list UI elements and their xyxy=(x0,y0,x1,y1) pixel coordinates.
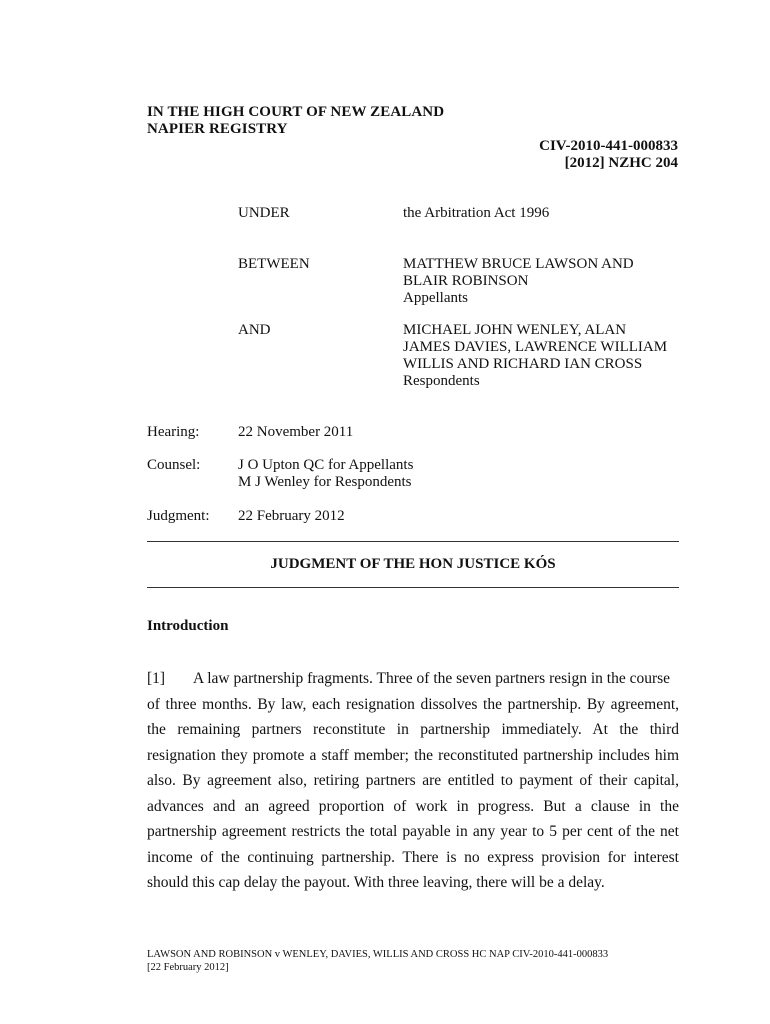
paragraph-line: partnership agreement restricts the total payable in any year to 5 per cent of the net xyxy=(147,823,679,840)
paragraph-line: resignation they promote a staff member; the reconstituted partnership includes him xyxy=(147,746,679,764)
paragraph-line: the remaining partners reconstitute in partnership immediately. At the third xyxy=(147,721,679,738)
paragraph-line: advances and an agreed proportion of work in progress. But a clause in the xyxy=(147,797,679,815)
title-bottom-rule xyxy=(147,587,679,588)
detail-line: 22 February 2012 xyxy=(238,508,345,524)
judgment-date xyxy=(238,508,345,525)
party-text-under xyxy=(403,205,693,222)
paragraph-number: [1] xyxy=(147,670,166,687)
party-label-between: BETWEEN xyxy=(238,256,310,272)
registry-name: NAPIER REGISTRY xyxy=(147,121,288,137)
judgment-title: JUDGMENT OF THE HON JUSTICE KÓS xyxy=(270,556,556,572)
detail-line: 22 November 2011 xyxy=(238,424,354,440)
hearing-label: Hearing: xyxy=(147,424,200,440)
hearing-date xyxy=(238,424,353,441)
footer-date: [22 February 2012] xyxy=(147,962,229,973)
footer-case-reference: LAWSON AND ROBINSON v WENLEY, DAVIES, WILLIS AND CROSS HC NAP CIV-2010-441-000833 xyxy=(147,949,609,960)
party-line: JAMES DAVIES, LAWRENCE WILLIAM xyxy=(403,339,668,355)
party-line: WILLIS AND RICHARD IAN CROSS xyxy=(403,356,643,372)
title-top-rule xyxy=(147,541,679,542)
party-role: Respondents xyxy=(403,373,480,389)
paragraph-line: also. By agreement also, retiring partners are entitled to payment of their capital, xyxy=(147,772,679,789)
paragraph-1 xyxy=(147,666,679,896)
paragraph-line: A law partnership fragments. Three of the seven partners resign in the course xyxy=(193,670,671,687)
paragraph-first-line xyxy=(147,666,679,692)
counsel-label: Counsel: xyxy=(147,457,201,473)
party-label-under: UNDER xyxy=(238,205,290,221)
detail-line: M J Wenley for Respondents xyxy=(238,474,412,490)
counsel-list xyxy=(238,457,413,491)
detail-line: J O Upton QC for Appellants xyxy=(238,457,414,473)
page-footer xyxy=(147,948,687,974)
neutral-citation: [2012] NZHC 204 xyxy=(564,155,678,171)
party-line: MATTHEW BRUCE LAWSON AND xyxy=(403,256,634,272)
paragraph-last-line: should this cap delay the payout. With three leaving, there will be a delay. xyxy=(147,874,605,891)
court-name: IN THE HIGH COURT OF NEW ZEALAND xyxy=(147,104,445,120)
party-text-respondents xyxy=(403,322,693,390)
party-label-and: AND xyxy=(238,322,271,338)
party-line: the Arbitration Act 1996 xyxy=(403,205,550,221)
judgment-label: Judgment: xyxy=(147,508,210,524)
file-number: CIV-2010-441-000833 xyxy=(539,138,678,154)
party-line: BLAIR ROBINSON xyxy=(403,273,529,289)
party-text-appellants xyxy=(403,256,693,307)
paragraph-line: of three months. By law, each resignation dissolves the partnership. By agreement, xyxy=(147,695,679,713)
section-heading-introduction: Introduction xyxy=(147,618,229,634)
paragraph-line: income of the continuing partnership. There is no express provision for interest xyxy=(147,848,679,866)
party-role: Appellants xyxy=(403,290,468,306)
party-line: MICHAEL JOHN WENLEY, ALAN xyxy=(403,322,627,338)
